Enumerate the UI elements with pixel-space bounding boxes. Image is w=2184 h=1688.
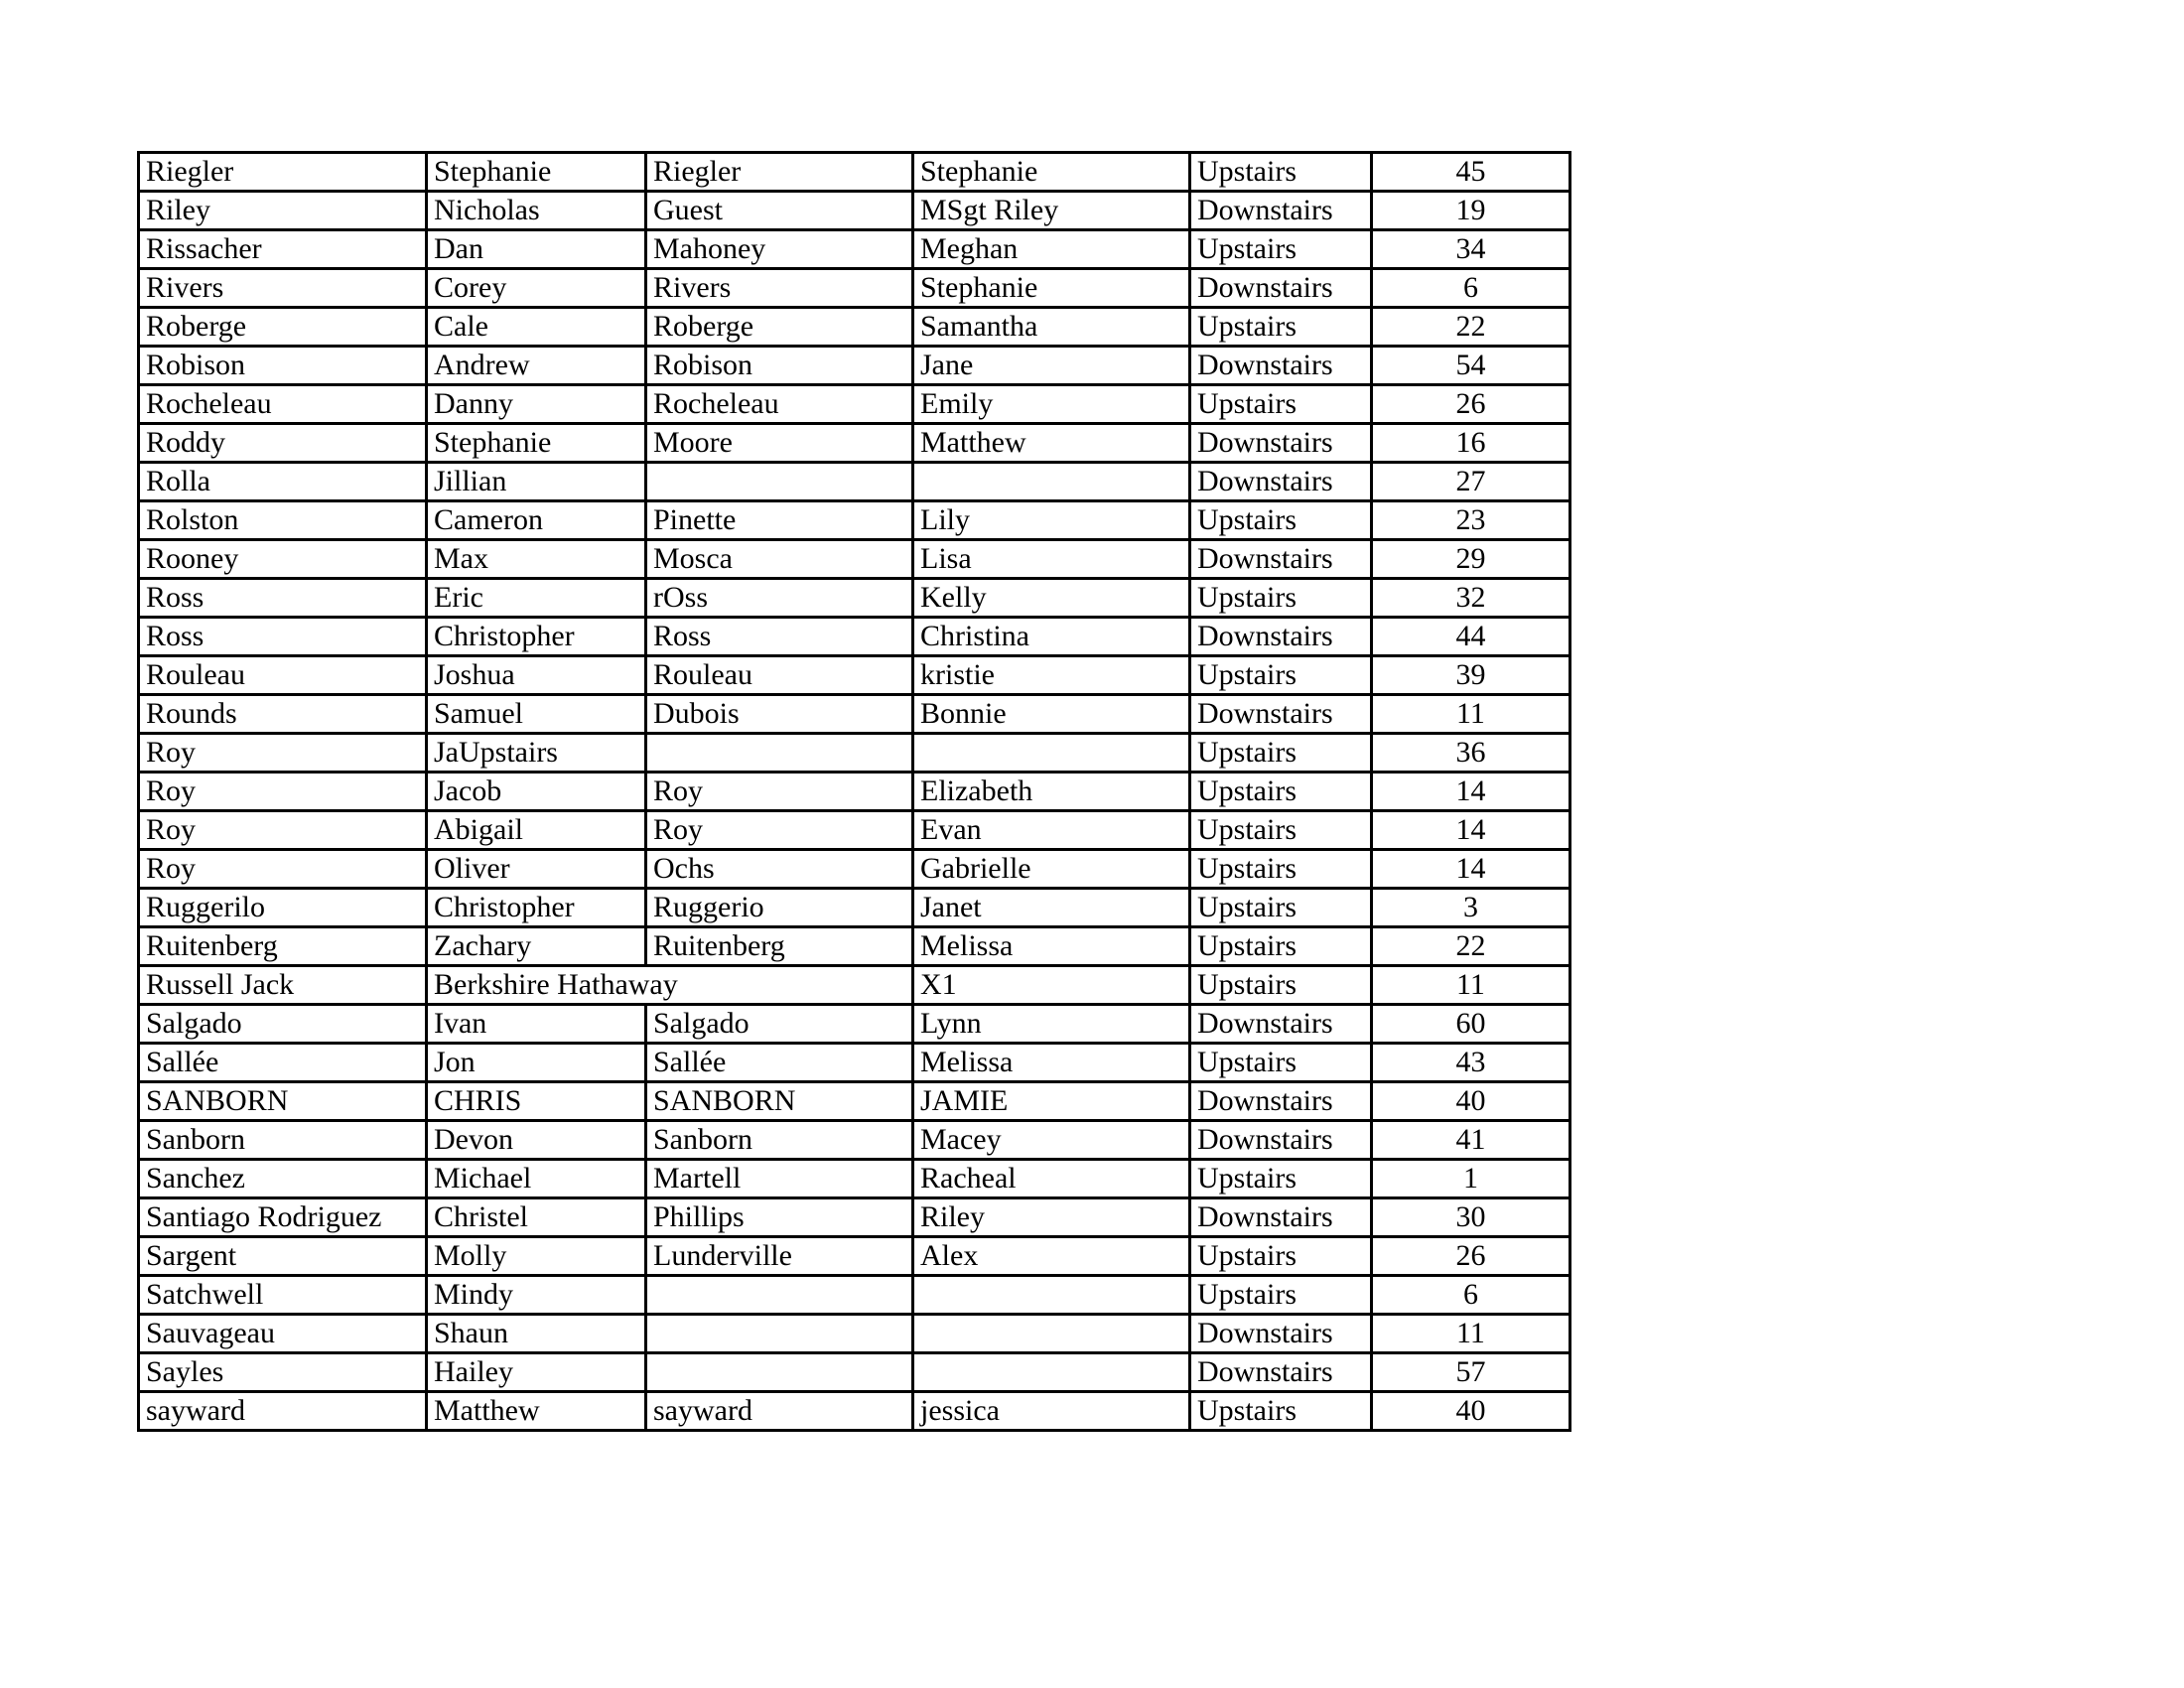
table-row (139, 1082, 1570, 1121)
last-name-cell: sayward (139, 1392, 427, 1431)
guest-first-name-cell: Riley (913, 1198, 1190, 1237)
seating-table (137, 151, 1571, 1432)
last-name-cell: Robison (139, 347, 427, 385)
table-row (139, 889, 1570, 927)
table-number-cell: 3 (1372, 889, 1570, 927)
table-row (139, 269, 1570, 308)
first-name-cell: Joshua (427, 656, 646, 695)
guest-first-name-cell: X1 (913, 966, 1190, 1005)
table-row (139, 850, 1570, 889)
first-name-cell: Devon (427, 1121, 646, 1160)
table-number-cell: 19 (1372, 192, 1570, 230)
guest-first-name-cell: Lisa (913, 540, 1190, 579)
first-name-cell: Andrew (427, 347, 646, 385)
location-cell: Upstairs (1190, 927, 1372, 966)
table-row (139, 618, 1570, 656)
guest-last-name-cell: Salgado (646, 1005, 913, 1044)
table-row (139, 579, 1570, 618)
guest-last-name-cell: Pinette (646, 501, 913, 540)
table-row (139, 1198, 1570, 1237)
last-name-cell: Ruggerilo (139, 889, 427, 927)
location-cell: Upstairs (1190, 850, 1372, 889)
location-cell: Downstairs (1190, 347, 1372, 385)
location-cell: Upstairs (1190, 1392, 1372, 1431)
table-row (139, 1237, 1570, 1276)
last-name-cell: Sauvageau (139, 1315, 427, 1353)
guest-last-name-cell: Ruitenberg (646, 927, 913, 966)
last-name-cell: Rolla (139, 463, 427, 501)
table-row (139, 1044, 1570, 1082)
location-cell: Downstairs (1190, 618, 1372, 656)
location-cell: Upstairs (1190, 1276, 1372, 1315)
guest-last-name-cell: Martell (646, 1160, 913, 1198)
first-name-cell: Cameron (427, 501, 646, 540)
guest-last-name-cell: sayward (646, 1392, 913, 1431)
table-number-cell: 23 (1372, 501, 1570, 540)
table-number-cell: 57 (1372, 1353, 1570, 1392)
last-name-cell: Riley (139, 192, 427, 230)
table-number-cell: 26 (1372, 385, 1570, 424)
guest-last-name-cell (646, 734, 913, 773)
guest-first-name-cell: Samantha (913, 308, 1190, 347)
last-name-cell: Sargent (139, 1237, 427, 1276)
table-number-cell: 11 (1372, 695, 1570, 734)
location-cell: Upstairs (1190, 308, 1372, 347)
location-cell: Downstairs (1190, 269, 1372, 308)
guest-last-name-cell: Ruggerio (646, 889, 913, 927)
guest-first-name-cell: jessica (913, 1392, 1190, 1431)
location-cell: Upstairs (1190, 966, 1372, 1005)
first-name-cell: Stephanie (427, 153, 646, 192)
first-name-cell: Jillian (427, 463, 646, 501)
first-name-cell: Oliver (427, 850, 646, 889)
first-name-cell: Max (427, 540, 646, 579)
first-name-cell: Berkshire Hathaway (427, 966, 913, 1005)
location-cell: Downstairs (1190, 1315, 1372, 1353)
guest-last-name-cell: Mahoney (646, 230, 913, 269)
first-name-cell: Michael (427, 1160, 646, 1198)
first-name-cell: Samuel (427, 695, 646, 734)
last-name-cell: Rocheleau (139, 385, 427, 424)
table-number-cell: 29 (1372, 540, 1570, 579)
table-number-cell: 40 (1372, 1082, 1570, 1121)
table-row (139, 153, 1570, 192)
table-number-cell: 41 (1372, 1121, 1570, 1160)
guest-last-name-cell: Roy (646, 811, 913, 850)
guest-last-name-cell: Roberge (646, 308, 913, 347)
table-number-cell: 45 (1372, 153, 1570, 192)
last-name-cell: Sanchez (139, 1160, 427, 1198)
location-cell: Upstairs (1190, 889, 1372, 927)
table-number-cell: 43 (1372, 1044, 1570, 1082)
last-name-cell: Rolston (139, 501, 427, 540)
location-cell: Upstairs (1190, 153, 1372, 192)
last-name-cell: Santiago Rodriguez (139, 1198, 427, 1237)
table-number-cell: 34 (1372, 230, 1570, 269)
location-cell: Upstairs (1190, 501, 1372, 540)
location-cell: Upstairs (1190, 1044, 1372, 1082)
location-cell: Downstairs (1190, 540, 1372, 579)
table-row (139, 811, 1570, 850)
table-number-cell: 16 (1372, 424, 1570, 463)
last-name-cell: Rivers (139, 269, 427, 308)
guest-first-name-cell: Stephanie (913, 153, 1190, 192)
first-name-cell: Christel (427, 1198, 646, 1237)
table-number-cell: 14 (1372, 773, 1570, 811)
table-row (139, 540, 1570, 579)
last-name-cell: Roy (139, 850, 427, 889)
location-cell: Downstairs (1190, 695, 1372, 734)
first-name-cell: Christopher (427, 618, 646, 656)
location-cell: Upstairs (1190, 385, 1372, 424)
guest-last-name-cell: Robison (646, 347, 913, 385)
table-number-cell: 39 (1372, 656, 1570, 695)
table-row (139, 347, 1570, 385)
first-name-cell: Eric (427, 579, 646, 618)
first-name-cell: Shaun (427, 1315, 646, 1353)
table-row (139, 1160, 1570, 1198)
guest-last-name-cell (646, 463, 913, 501)
first-name-cell: Mindy (427, 1276, 646, 1315)
table-row (139, 656, 1570, 695)
first-name-cell: Zachary (427, 927, 646, 966)
location-cell: Downstairs (1190, 1082, 1372, 1121)
table-number-cell: 14 (1372, 811, 1570, 850)
last-name-cell: Rooney (139, 540, 427, 579)
last-name-cell: Salgado (139, 1005, 427, 1044)
table-row (139, 463, 1570, 501)
last-name-cell: Roy (139, 773, 427, 811)
guest-first-name-cell (913, 1315, 1190, 1353)
guest-last-name-cell: Roy (646, 773, 913, 811)
table-number-cell: 22 (1372, 927, 1570, 966)
last-name-cell: Rissacher (139, 230, 427, 269)
table-number-cell: 1 (1372, 1160, 1570, 1198)
last-name-cell: Ross (139, 618, 427, 656)
last-name-cell: Ruitenberg (139, 927, 427, 966)
first-name-cell: Christopher (427, 889, 646, 927)
location-cell: Downstairs (1190, 1005, 1372, 1044)
guest-last-name-cell: Mosca (646, 540, 913, 579)
guest-last-name-cell: Rivers (646, 269, 913, 308)
table-row (139, 1276, 1570, 1315)
table-row (139, 1005, 1570, 1044)
guest-first-name-cell: Evan (913, 811, 1190, 850)
table-number-cell: 22 (1372, 308, 1570, 347)
first-name-cell: Molly (427, 1237, 646, 1276)
location-cell: Downstairs (1190, 1353, 1372, 1392)
location-cell: Downstairs (1190, 1121, 1372, 1160)
last-name-cell: Russell Jack (139, 966, 427, 1005)
table-row (139, 501, 1570, 540)
guest-first-name-cell: JAMIE (913, 1082, 1190, 1121)
last-name-cell: Sallée (139, 1044, 427, 1082)
location-cell: Upstairs (1190, 1237, 1372, 1276)
table-number-cell: 26 (1372, 1237, 1570, 1276)
table-row (139, 1392, 1570, 1431)
guest-first-name-cell (913, 1353, 1190, 1392)
table-number-cell: 6 (1372, 269, 1570, 308)
first-name-cell: CHRIS (427, 1082, 646, 1121)
guest-first-name-cell: Macey (913, 1121, 1190, 1160)
first-name-cell: Stephanie (427, 424, 646, 463)
guest-last-name-cell: Sanborn (646, 1121, 913, 1160)
first-name-cell: Abigail (427, 811, 646, 850)
guest-first-name-cell: Gabrielle (913, 850, 1190, 889)
last-name-cell: Roberge (139, 308, 427, 347)
table-number-cell: 44 (1372, 618, 1570, 656)
guest-first-name-cell: MSgt Riley (913, 192, 1190, 230)
guest-first-name-cell: Emily (913, 385, 1190, 424)
guest-first-name-cell: Alex (913, 1237, 1190, 1276)
seating-table-body (139, 153, 1570, 1431)
last-name-cell: Riegler (139, 153, 427, 192)
guest-first-name-cell: Stephanie (913, 269, 1190, 308)
guest-last-name-cell (646, 1276, 913, 1315)
first-name-cell: JaUpstairs (427, 734, 646, 773)
location-cell: Upstairs (1190, 579, 1372, 618)
guest-last-name-cell: rOss (646, 579, 913, 618)
table-row (139, 1121, 1570, 1160)
guest-first-name-cell: Jane (913, 347, 1190, 385)
guest-last-name-cell: Rouleau (646, 656, 913, 695)
last-name-cell: Satchwell (139, 1276, 427, 1315)
guest-first-name-cell (913, 734, 1190, 773)
last-name-cell: Rounds (139, 695, 427, 734)
table-number-cell: 54 (1372, 347, 1570, 385)
first-name-cell: Matthew (427, 1392, 646, 1431)
guest-last-name-cell: SANBORN (646, 1082, 913, 1121)
last-name-cell: Sayles (139, 1353, 427, 1392)
first-name-cell: Jacob (427, 773, 646, 811)
guest-last-name-cell: Ross (646, 618, 913, 656)
table-number-cell: 6 (1372, 1276, 1570, 1315)
table-number-cell: 11 (1372, 1315, 1570, 1353)
guest-last-name-cell: Lunderville (646, 1237, 913, 1276)
location-cell: Upstairs (1190, 773, 1372, 811)
first-name-cell: Ivan (427, 1005, 646, 1044)
guest-first-name-cell: Elizabeth (913, 773, 1190, 811)
guest-last-name-cell: Moore (646, 424, 913, 463)
table-row (139, 773, 1570, 811)
guest-last-name-cell: Guest (646, 192, 913, 230)
table-number-cell: 30 (1372, 1198, 1570, 1237)
location-cell: Downstairs (1190, 463, 1372, 501)
table-number-cell: 27 (1372, 463, 1570, 501)
last-name-cell: Sanborn (139, 1121, 427, 1160)
location-cell: Upstairs (1190, 811, 1372, 850)
guest-first-name-cell (913, 463, 1190, 501)
seating-list-sheet (137, 151, 1569, 1432)
table-number-cell: 32 (1372, 579, 1570, 618)
table-row (139, 966, 1570, 1005)
guest-first-name-cell: Kelly (913, 579, 1190, 618)
guest-last-name-cell (646, 1315, 913, 1353)
first-name-cell: Nicholas (427, 192, 646, 230)
guest-first-name-cell: Melissa (913, 1044, 1190, 1082)
table-number-cell: 60 (1372, 1005, 1570, 1044)
first-name-cell: Hailey (427, 1353, 646, 1392)
location-cell: Upstairs (1190, 230, 1372, 269)
table-row (139, 927, 1570, 966)
last-name-cell: SANBORN (139, 1082, 427, 1121)
guest-first-name-cell: Lily (913, 501, 1190, 540)
first-name-cell: Jon (427, 1044, 646, 1082)
guest-last-name-cell: Rocheleau (646, 385, 913, 424)
last-name-cell: Ross (139, 579, 427, 618)
first-name-cell: Danny (427, 385, 646, 424)
location-cell: Downstairs (1190, 192, 1372, 230)
guest-first-name-cell: Lynn (913, 1005, 1190, 1044)
last-name-cell: Roy (139, 734, 427, 773)
first-name-cell: Corey (427, 269, 646, 308)
first-name-cell: Dan (427, 230, 646, 269)
table-row (139, 695, 1570, 734)
table-row (139, 308, 1570, 347)
location-cell: Downstairs (1190, 1198, 1372, 1237)
guest-last-name-cell: Dubois (646, 695, 913, 734)
guest-first-name-cell: Janet (913, 889, 1190, 927)
guest-first-name-cell (913, 1276, 1190, 1315)
table-number-cell: 11 (1372, 966, 1570, 1005)
table-row (139, 385, 1570, 424)
guest-first-name-cell: kristie (913, 656, 1190, 695)
guest-last-name-cell: Phillips (646, 1198, 913, 1237)
last-name-cell: Roy (139, 811, 427, 850)
guest-first-name-cell: Melissa (913, 927, 1190, 966)
location-cell: Downstairs (1190, 424, 1372, 463)
first-name-cell: Cale (427, 308, 646, 347)
table-number-cell: 36 (1372, 734, 1570, 773)
guest-last-name-cell (646, 1353, 913, 1392)
location-cell: Upstairs (1190, 1160, 1372, 1198)
table-row (139, 734, 1570, 773)
location-cell: Upstairs (1190, 656, 1372, 695)
guest-first-name-cell: Racheal (913, 1160, 1190, 1198)
guest-first-name-cell: Meghan (913, 230, 1190, 269)
guest-last-name-cell: Ochs (646, 850, 913, 889)
location-cell: Upstairs (1190, 734, 1372, 773)
table-row (139, 1353, 1570, 1392)
last-name-cell: Roddy (139, 424, 427, 463)
last-name-cell: Rouleau (139, 656, 427, 695)
table-row (139, 1315, 1570, 1353)
guest-last-name-cell: Riegler (646, 153, 913, 192)
guest-first-name-cell: Christina (913, 618, 1190, 656)
guest-last-name-cell: Sallée (646, 1044, 913, 1082)
table-row (139, 230, 1570, 269)
table-number-cell: 14 (1372, 850, 1570, 889)
table-row (139, 424, 1570, 463)
table-row (139, 192, 1570, 230)
table-number-cell: 40 (1372, 1392, 1570, 1431)
guest-first-name-cell: Matthew (913, 424, 1190, 463)
guest-first-name-cell: Bonnie (913, 695, 1190, 734)
